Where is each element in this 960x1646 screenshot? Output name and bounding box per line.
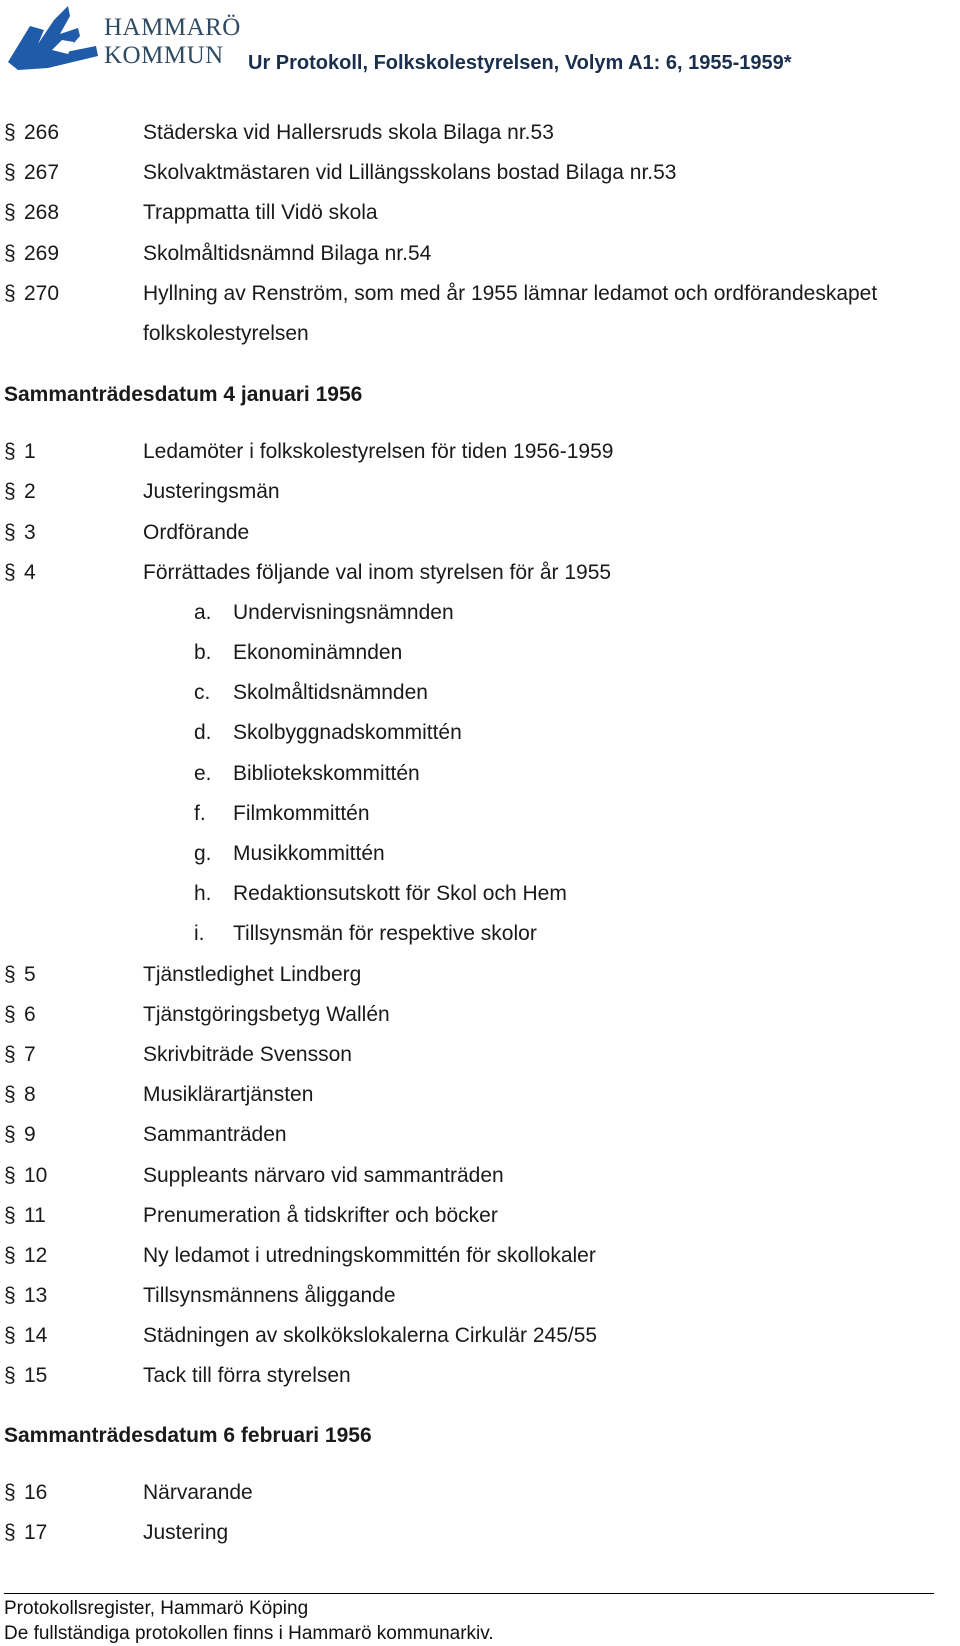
item-number: 11 [24,1203,46,1227]
agenda-item [4,1513,956,1553]
logo-emblem-icon [8,6,100,72]
sub-item-letter: g. [194,842,212,865]
item-number: 13 [24,1284,48,1308]
item-text: Trappmatta till Vidö skola [143,201,378,225]
agenda-item [4,995,956,1035]
section-symbol: § [4,1480,16,1504]
item-text: Sammanträden [143,1123,287,1147]
sub-item [4,914,956,954]
item-text: Justering [143,1520,229,1544]
item-text: Skrivbiträde Svensson [143,1042,352,1066]
sub-item [4,834,956,874]
item-text: Ordförande [143,520,250,544]
sub-item-letter: h. [194,882,212,906]
session-1-items-continued [4,955,956,1397]
agenda-item [4,1075,956,1115]
agenda-item [4,553,956,593]
agenda-item [4,234,956,274]
protocol-index [4,113,956,1553]
item-text: Skolmåltidsnämnd Bilaga nr.54 [143,241,432,265]
session-heading-1: Sammanträdesdatum 4 januari 1956 [4,383,363,407]
item-continuation-text: folkskolestyrelsen [143,321,309,345]
sub-item [4,713,956,753]
item-number: 16 [24,1480,48,1504]
sub-item-letter: i. [194,922,205,946]
item-text: Tillsynsmännens åliggande [143,1284,396,1308]
section-symbol: § [4,1123,16,1147]
item-number: 4 [24,560,36,584]
section-symbol: § [4,1163,16,1187]
sub-item [4,794,956,834]
sub-item-letter: c. [194,681,211,705]
sub-item-text: Bibliotekskommittén [233,761,420,785]
footer-line-1: Protokollsregister, Hammarö Köping [4,1598,309,1619]
item-number: 266 [24,121,60,144]
section-symbol: § [4,1083,16,1107]
hammaro-kommun-logo [8,6,248,72]
section-symbol: § [4,241,16,265]
item-number: 10 [24,1163,48,1187]
logo-line-2: KOMMUN [104,42,224,69]
section-symbol: § [4,962,16,986]
agenda-item [4,1276,956,1316]
section-symbol: § [4,1042,16,1066]
sub-item-letter: a. [194,600,212,624]
sub-item-text: Tillsynsmän för respektive skolor [233,922,537,946]
item-number: 267 [24,161,60,185]
agenda-item [4,274,956,314]
item-number: 15 [24,1364,48,1388]
sub-item-letter: f. [194,801,206,825]
session-heading-2: Sammanträdesdatum 6 februari 1956 [4,1423,372,1447]
agenda-item [4,1035,956,1075]
item-text: Suppleants närvaro vid sammanträden [143,1163,504,1187]
logo-wordmark [104,14,241,70]
sub-item-letter: d. [194,721,212,745]
item-number: 7 [24,1042,36,1066]
section-symbol: § [4,480,16,504]
item-text: Städerska vid Hallersruds skola Bilaga nr.53 [143,121,554,144]
sub-item-text: Filmkommittén [233,801,370,825]
sub-item-text: Skolmåltidsnämnden [233,681,428,705]
sub-item [4,673,956,713]
item-number: 6 [24,1002,36,1026]
footer-line-2: De fullständiga protokollen finns i Hammarö kommunarkiv. [4,1623,494,1644]
agenda-item [4,1156,956,1196]
section-symbol: § [4,201,16,225]
section-symbol: § [4,121,16,144]
item-number: 270 [24,281,60,305]
item-number: 9 [24,1123,36,1147]
item-number: 12 [24,1243,48,1267]
document-title: Ur Protokoll, Folkskolestyrelsen, Volym A1: 6, 1955-1959* [248,52,792,74]
item-text: Närvarande [143,1480,253,1504]
footer-divider [4,1593,934,1594]
item-text: Skolvaktmästaren vid Lillängsskolans bostad Bilaga nr.53 [143,161,677,185]
item-text: Städningen av skolkökslokalerna Cirkulär 245/55 [143,1324,598,1348]
sub-item-text: Redaktionsutskott för Skol och Hem [233,882,567,906]
agenda-item [4,1356,956,1396]
page-header [0,0,960,90]
agenda-item [4,193,956,233]
agenda-item [4,113,956,153]
section-symbol: § [4,520,16,544]
item-number: 2 [24,480,36,504]
item-text: Tjänstgöringsbetyg Wallén [143,1002,390,1026]
session-1-subitems [4,593,956,955]
item-number: 269 [24,241,60,265]
sub-item-text: Ekonominämnden [233,641,403,665]
section-symbol: § [4,1002,16,1026]
item-text: Musiklärartjänsten [143,1083,314,1107]
section-symbol: § [4,1364,16,1388]
sub-item [4,633,956,673]
sub-item-text: Musikkommittén [233,842,385,865]
section-symbol: § [4,1284,16,1308]
sub-item [4,874,956,914]
session-1-items [4,432,956,593]
agenda-item [4,1115,956,1155]
sub-item-text: Skolbyggnadskommittén [233,721,462,745]
agenda-item [4,513,956,553]
section-symbol: § [4,1520,16,1544]
section-symbol: § [4,1324,16,1348]
item-text: Tjänstledighet Lindberg [143,962,362,986]
item-text: Hyllning av Renström, som med år 1955 lämnar ledamot och ordförandeskapet [143,281,878,305]
agenda-item [4,472,956,512]
session-2-items [4,1473,956,1553]
sub-item [4,754,956,794]
agenda-item [4,432,956,472]
item-text: Prenumeration å tidskrifter och böcker [143,1203,498,1227]
item-number: 3 [24,520,36,544]
agenda-item [4,1236,956,1276]
page-footer [4,1596,494,1646]
items-1955 [4,113,956,314]
logo-line-1: HAMMARÖ [104,14,241,41]
item-text: Ledamöter i folkskolestyrelsen för tiden 1956-1959 [143,440,614,464]
item-continuation-row [4,314,956,354]
sub-item-letter: e. [194,761,212,785]
item-number: 268 [24,201,60,225]
sub-item-text: Undervisningsnämnden [233,600,454,624]
agenda-item [4,1196,956,1236]
sub-item [4,593,956,633]
agenda-item [4,153,956,193]
item-number: 14 [24,1324,48,1348]
section-symbol: § [4,560,16,584]
section-symbol: § [4,1203,16,1227]
item-number: 17 [24,1520,48,1544]
agenda-item [4,955,956,995]
section-symbol: § [4,281,16,305]
item-text: Tack till förra styrelsen [143,1364,351,1388]
item-number: 5 [24,962,36,986]
item-number: 8 [24,1083,36,1107]
agenda-item [4,1473,956,1513]
sub-item-letter: b. [194,641,212,665]
agenda-item [4,1316,956,1356]
item-text: Ny ledamot i utredningskommittén för skollokaler [143,1243,596,1267]
section-symbol: § [4,440,16,464]
section-symbol: § [4,161,16,185]
section-symbol: § [4,1243,16,1267]
item-text: Justeringsmän [143,480,280,504]
item-text: Förrättades följande val inom styrelsen för år 1955 [143,560,612,584]
item-number: 1 [24,440,36,464]
